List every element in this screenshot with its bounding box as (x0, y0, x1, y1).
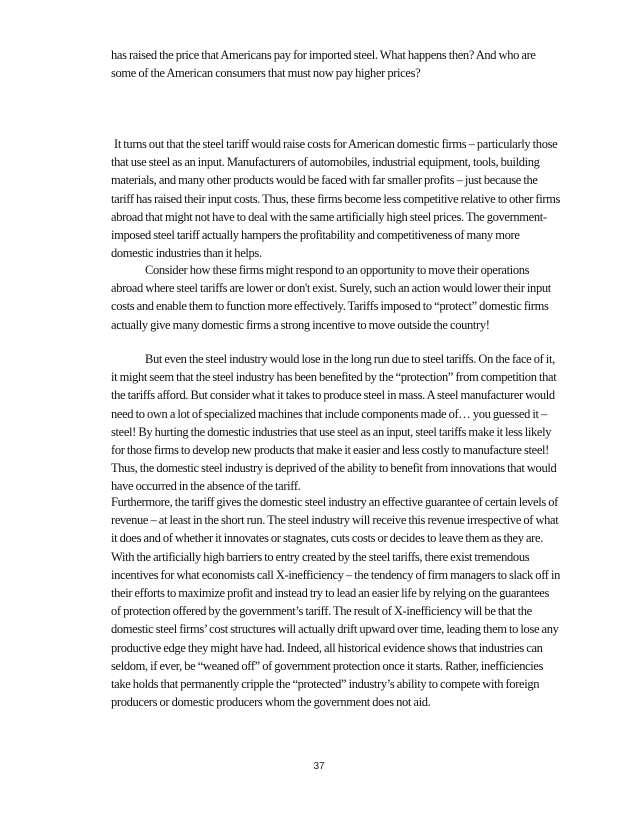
document-paragraph (111, 350, 561, 496)
document-paragraph (111, 493, 561, 711)
paragraph-text: But even the steel industry would lose in the long run due to steel tariffs. On the face of it, it might seem that the steel industry has been benefited by the “protection” from competition that the tariffs afford. But consider what it takes to produce steel in mass. A steel manufacturer would need to own a lot of specialized machines that include components made of… you guessed it – steel! By hurting the domestic industries that use steel as an input, steel tariffs make it less likely for those firms to develop new products that make it easier and less costly to manufacture steel! Thus, the domestic steel industry is deprived of the ability to benefit from innovations that would have occurred in the absence of the tariff. (111, 352, 557, 494)
paragraph-text: It turns out that the steel tariff would raise costs for American domestic firms – particularly those that use steel as an input. Manufacturers of automobiles, industrial equipment, tools, building materials, and many other products would be faced with far smaller profits – just because the tariff has raised their input costs. Thus, these firms become less competitive relative to other firms abroad that might not have to deal with the same artificially high steel prices. The government-imposed steel tariff actually hampers the profitability and competitiveness of many more domestic industries than it helps. (111, 137, 561, 261)
document-paragraph (111, 135, 561, 262)
paragraph-text: Consider how these firms might respond to an opportunity to move their operations abroad where steel tariffs are lower or don't exist. Surely, such an action would lower their input costs and enable them to function more effectively. Tariffs imposed to “protect” domestic firms actually give many domestic firms a strong incentive to move outside the country! (111, 263, 551, 332)
document-paragraph (111, 46, 561, 82)
page-number: 37 (313, 761, 325, 772)
paragraph-text: Furthermore, the tariff gives the domestic steel industry an effective guarantee of certain levels of revenue – at least in the short run. The steel industry will receive this revenue irrespective of what it does and of whether it innovates or stagnates, cuts costs or decides to leave them as they are. With the artificially high barriers to entry created by the steel tariffs, there exist tremendous incentives for what economists call X-inefficiency – the tendency of firm managers to slack off in their efforts to maximize profit and instead try to lead an easier life by relying on the guarantees of protection offered by the government’s tariff. The result of X-inefficiency will be that the domestic steel firms’ cost structures will actually drift upward over time, leading them to lose any productive edge they might have had. Indeed, all historical evidence shows that industries can seldom, if ever, be “weaned off” of government protection once it starts. Rather, inefficiencies take holds that permanently cripple the “protected” industry’s ability to compete with foreign producers or domestic producers whom the government does not aid. (111, 495, 561, 710)
paragraph-text: has raised the price that Americans pay for imported steel. What happens then? And who are some of the American consumers that must now pay higher prices? (111, 48, 536, 81)
document-paragraph (111, 261, 561, 334)
